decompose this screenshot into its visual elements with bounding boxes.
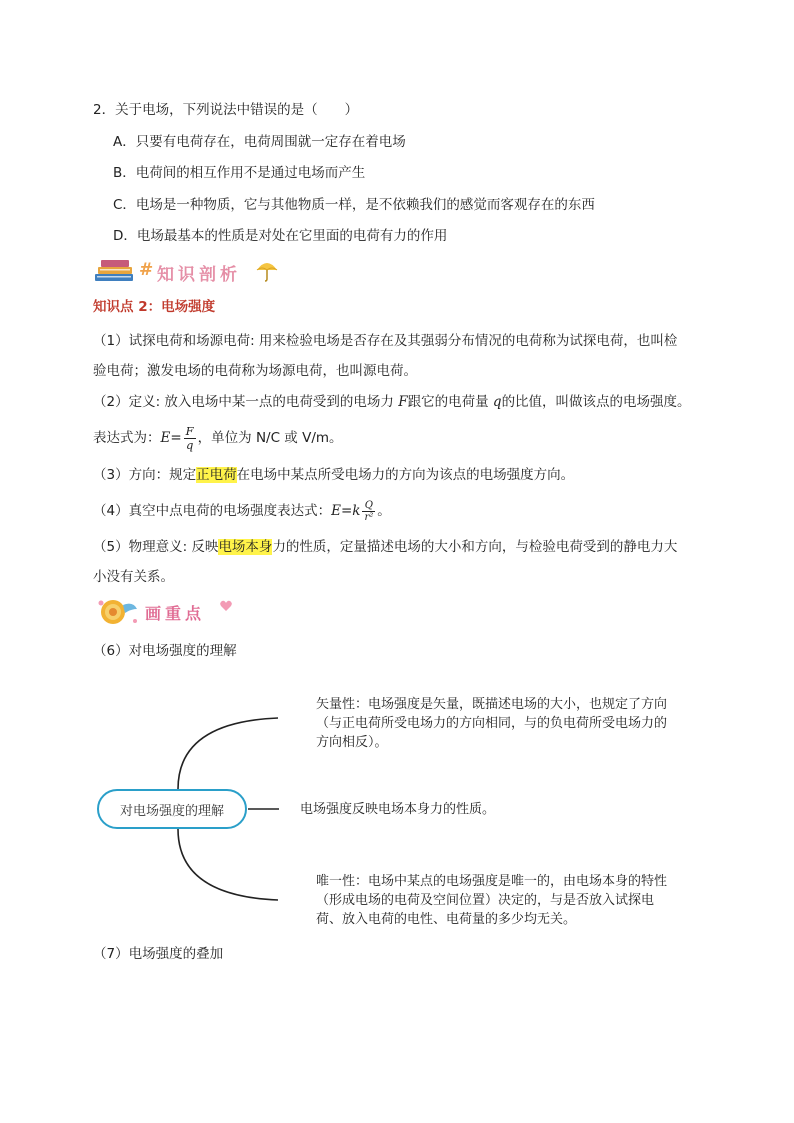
p4-pre: （4）真空中点电荷的电场强度表达式： xyxy=(93,503,332,519)
p2-F: F xyxy=(398,394,408,410)
question-stem: 2．关于电场，下列说法中错误的是（ ） xyxy=(93,102,359,118)
knowledge-point-title: 知识点 2：电场强度 xyxy=(93,299,216,315)
p4-frac-den: r² xyxy=(364,511,374,523)
mindmap-center-node: 对电场强度的理解 xyxy=(97,789,247,829)
mindmap-top-line1: 矢量性：电场强度是矢量，既描述电场的大小，也规定了方向 xyxy=(316,697,668,712)
p5-line2: 小没有关系。 xyxy=(93,569,174,585)
banner-title: 知识剖析 xyxy=(157,265,241,285)
p2-pre: （2）定义: 放入电场中某一点的电荷受到的电场力 xyxy=(93,394,399,410)
p3-pre: （3）方向：规定 xyxy=(93,467,197,483)
p6-title: （6）对电场强度的理解 xyxy=(93,643,237,659)
p5-highlight: 电场本身 xyxy=(218,539,273,555)
mindmap-top-line3: 方向相反）。 xyxy=(316,735,388,750)
mindmap-middle: 电场强度反映电场本身力的性质。 xyxy=(300,802,496,817)
banner2-title: 画重点 xyxy=(145,604,206,623)
p1-line1: （1）试探电荷和场源电荷: 用来检验电场是否存在及其强弱分布情况的电荷称为试探电荷，也叫检 xyxy=(93,333,678,349)
p5-pre: （5）物理意义: 反映 xyxy=(93,539,219,555)
p5-post: 力的性质，定量描述电场的大小和方向，与检验电荷受到的静电力大 xyxy=(272,539,678,555)
p2-expr-label: 表达式为： xyxy=(93,430,161,446)
mindmap-bottom-line2: （形成电场的电荷及空间位置）决定的，与是否放入试探电 xyxy=(316,893,655,908)
p2-post: 的比值，叫做该点的电场强度。 xyxy=(501,394,691,410)
p2-unit: ，单位为 N/C 或 V/m。 xyxy=(197,430,343,446)
banner-hash: # xyxy=(139,260,158,280)
p4-post: 。 xyxy=(377,503,391,519)
p4-frac-num: Q xyxy=(362,500,375,512)
option-a: A．只要有电荷存在，电荷周围就一定存在着电场 xyxy=(113,134,406,150)
p2-frac-den: q xyxy=(185,437,194,452)
mindmap-top-line2: （与正电荷所受电场力的方向相同，与的负电荷所受电场力的 xyxy=(316,716,668,731)
p3-highlight: 正电荷 xyxy=(196,467,237,483)
p2-frac-num: F xyxy=(185,423,194,438)
mindmap-bottom-line1: 唯一性：电场中某点的电场强度是唯一的，由电场本身的特性 xyxy=(316,874,668,889)
mindmap-bottom-line3: 荷、放入电荷的电性、电荷量的多少均无关。 xyxy=(316,912,577,927)
option-b: B．电荷间的相互作用不是通过电场而产生 xyxy=(113,165,366,181)
p2-q: q xyxy=(492,394,502,410)
p7-title: （7）电场强度的叠加 xyxy=(93,946,224,962)
p2-mid: 跟它的电荷量 xyxy=(407,394,493,410)
p4-lhs: E=k xyxy=(331,503,361,519)
p3-post: 在电场中某点所受电场力的方向为该点的电场强度方向。 xyxy=(236,467,575,483)
option-d: D．电场最基本的性质是对处在它里面的电荷有力的作用 xyxy=(113,228,448,244)
p1-line2: 验电荷；激发电场的电荷称为场源电荷，也叫源电荷。 xyxy=(93,363,417,379)
p2-expr-lhs: E= xyxy=(160,430,182,446)
option-c: C．电场是一种物质，它与其他物质一样，是不依赖我们的感觉而客观存在的东西 xyxy=(113,197,595,213)
